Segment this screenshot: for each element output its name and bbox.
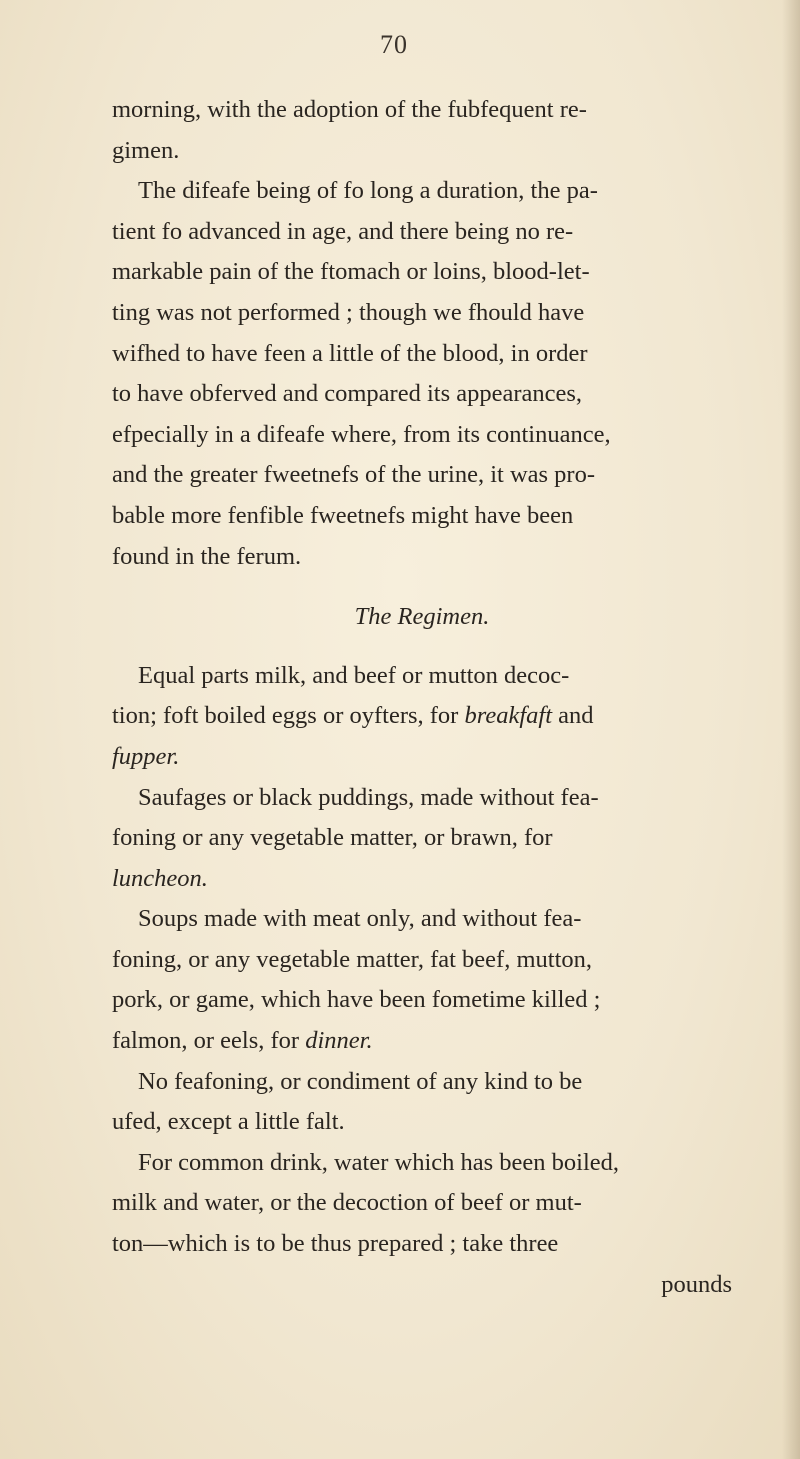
- text-line: efpecially in a difeafe where, from its continuance,: [112, 420, 611, 448]
- page-number: 70: [380, 30, 408, 59]
- text-line: to have obferved and compared its appearances,: [112, 380, 583, 408]
- text-line: pork, or game, which have been fometime killed ;: [112, 986, 601, 1014]
- text-line: found in the ferum.: [112, 542, 302, 570]
- text-line: and the greater fweetnefs of the urine, it was pro-: [112, 461, 595, 489]
- text-line: Saufages or black puddings, made without fea-: [138, 783, 599, 811]
- text-line: morning, with the adoption of the fubfequent re-: [112, 96, 587, 123]
- text-segment: falmon, or eels, for: [112, 1027, 306, 1055]
- text-line: ton—which is to be thus prepared ; take three: [112, 1230, 559, 1258]
- text-line: For common drink, water which has been boiled,: [138, 1148, 620, 1176]
- text-line: foning or any vegetable matter, or brawn, for: [112, 824, 553, 852]
- italic-term-dinner: dinner.: [305, 1027, 373, 1055]
- text-line: The difeafe being of fo long a duration, the pa-: [138, 177, 598, 205]
- text-line: milk and water, or the decoction of beef or mut-: [112, 1189, 582, 1217]
- catchword: pounds: [661, 1270, 732, 1298]
- italic-term-breakfast: breakfaft: [464, 702, 552, 730]
- section-heading: The Regimen.: [354, 603, 490, 631]
- text-line: [112, 696, 732, 737]
- italic-term-luncheon: luncheon.: [112, 864, 208, 892]
- text-line: Equal parts milk, and beef or mutton decoc-: [138, 661, 570, 689]
- text-line: bable more fenfible fweetnefs might have been: [112, 501, 574, 529]
- text-segment: tion; foft boiled eggs or oyfters, for: [112, 702, 465, 730]
- text-line: foning, or any vegetable matter, fat beef, mutton,: [112, 945, 592, 973]
- text-line: ting was not performed ; though we fhould have: [112, 298, 585, 326]
- text-line: No feafoning, or condiment of any kind to be: [138, 1067, 583, 1095]
- text-line: Soups made with meat only, and without fea-: [138, 905, 582, 933]
- text-line: ufed, except a little falt.: [112, 1108, 345, 1136]
- text-line: gimen.: [112, 136, 180, 164]
- page-edge-shadow: [782, 0, 800, 1459]
- body-text: [112, 90, 732, 1305]
- italic-term-supper: fupper.: [112, 742, 180, 770]
- text-line: [112, 1021, 732, 1062]
- text-line: wifhed to have feen a little of the blood, in order: [112, 339, 588, 367]
- text-line: tient fo advanced in age, and there being no re-: [112, 217, 574, 245]
- text-line: markable pain of the ftomach or loins, blood-let-: [112, 258, 590, 286]
- text-segment: and: [552, 702, 594, 730]
